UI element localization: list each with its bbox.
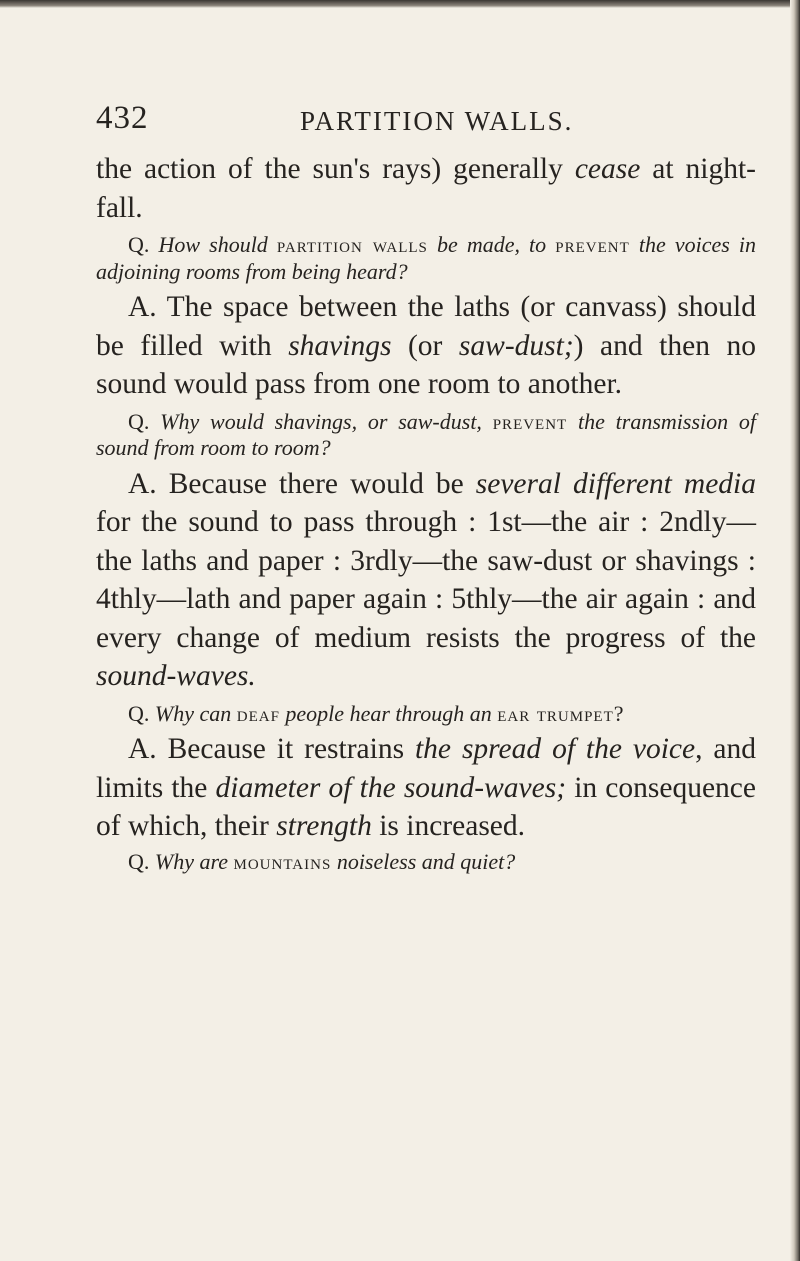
question-text: Why would shavings, or saw-dust,: [160, 408, 482, 434]
question-text: Why can: [154, 700, 232, 726]
question-mark: ?: [613, 700, 624, 726]
text-run: Because it restrains: [167, 733, 415, 765]
answer-3: [96, 730, 756, 846]
question-label: Q.: [128, 408, 150, 434]
small-caps-term: prevent: [555, 232, 630, 257]
page-header: [96, 100, 756, 150]
emphasis-text: saw-dust;: [458, 329, 574, 362]
text-run: in consequence of which, their: [96, 771, 756, 842]
text-run: the action of the sun's rays) generally: [96, 153, 575, 185]
question-text: people hear through an: [285, 700, 492, 726]
answer-2: [96, 465, 756, 696]
answer-label: A.: [128, 733, 157, 765]
question-text: Why are: [154, 848, 228, 874]
answer-label: A.: [128, 467, 157, 500]
small-caps-term: mountains: [233, 848, 332, 874]
page-number: 432: [96, 100, 149, 136]
emphasis-text: several different media: [475, 467, 756, 500]
book-page: [96, 100, 756, 878]
text-run: Because there would be: [168, 467, 476, 500]
small-caps-term: ear trumpet: [497, 700, 614, 726]
emphasis-text: the spread of the voice: [414, 733, 696, 765]
question-text: the voices in adjoining rooms from being heard?: [96, 232, 757, 284]
text-run: for the sound to pass through : 1st—the air : 2ndly—the laths and paper : 3rdly—the saw-dust or shavings : 4thly—lath and paper again : 5thly—the air again : and every change of medium resists the progress of the: [96, 506, 756, 654]
question-text: the transmission of sound from room to room?: [96, 408, 757, 460]
question-text: be made, to: [436, 232, 547, 257]
text-run: (or: [391, 329, 459, 362]
paragraph-continuation: [96, 150, 756, 227]
question-1: [96, 232, 756, 285]
emphasis-text: strength: [276, 810, 372, 842]
question-label: Q.: [128, 232, 150, 257]
small-caps-term: prevent: [492, 408, 568, 434]
answer-1: [96, 288, 756, 404]
question-4: [96, 849, 756, 876]
text-run: ) and then no sound would pass from one room to another.: [96, 329, 756, 400]
running-head: PARTITION WALLS.: [300, 106, 574, 136]
question-2: [96, 409, 756, 462]
page-top-shadow: [0, 0, 800, 8]
page-right-edge: [790, 0, 800, 1261]
text-run: at night-fall.: [96, 153, 756, 224]
emphasis-text: cease: [574, 153, 641, 185]
small-caps-term: partition walls: [276, 232, 428, 257]
question-text: noiseless and quiet?: [336, 848, 516, 874]
text-run: The space between the laths (or canvass) should be filled with: [96, 291, 756, 362]
emphasis-text: shavings: [288, 329, 392, 362]
question-label: Q.: [128, 700, 150, 726]
question-text: How should: [158, 232, 268, 257]
question-label: Q.: [128, 848, 150, 874]
small-caps-term: deaf: [236, 700, 280, 726]
text-run: is increased.: [371, 810, 526, 842]
answer-label: A.: [128, 291, 157, 323]
question-3: [96, 701, 756, 728]
emphasis-text: diameter of the sound-waves;: [215, 771, 567, 804]
emphasis-text: sound-waves.: [96, 660, 256, 692]
text-run: , and limits the: [96, 733, 757, 804]
